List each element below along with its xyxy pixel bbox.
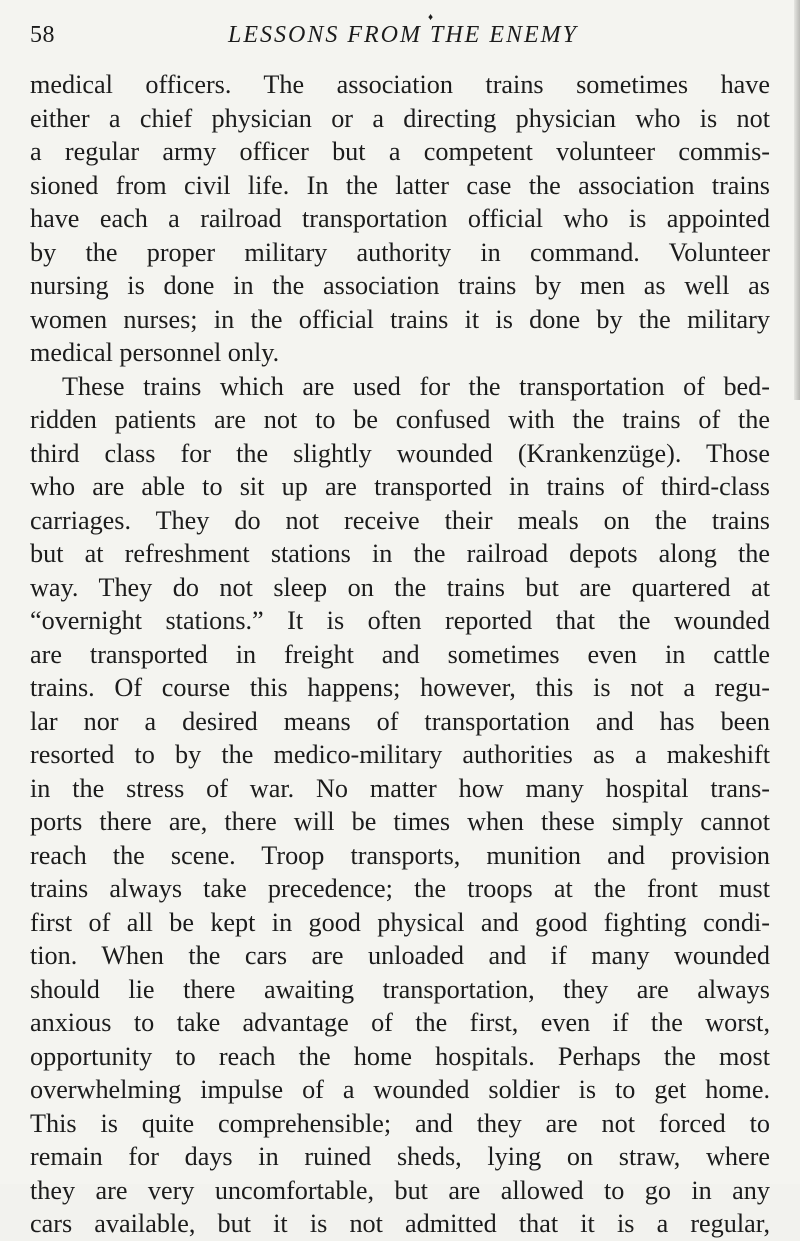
text-line: way. They do not sleep on the trains but are quartered at: [30, 572, 770, 602]
body-text: [30, 68, 770, 1241]
page-edge-shadow: [794, 0, 800, 400]
text-line: trains always take precedence; the troops at the front must: [30, 874, 770, 903]
ornament-mark: ♦: [428, 12, 434, 23]
text-line: by the proper military authority in command. Volunteer: [30, 237, 770, 267]
text-line: This is quite comprehensible; and they are not forced to: [30, 1108, 770, 1138]
text-line: tion. When the cars are unloaded and if many wounded: [30, 941, 770, 970]
text-line: “overnight stations.” It is often reported that the wounded: [30, 606, 770, 635]
text-line: resorted to by the medico-military authorities as a makeshift: [30, 740, 770, 769]
text-line: have each a railroad transportation official who is appointed: [30, 204, 770, 233]
text-line: first of all be kept in good physical and good fighting condi-: [30, 907, 770, 937]
running-head: LESSONS FROM THE ENEMY: [228, 22, 578, 48]
text-line: nursing is done in the association trains by men as well as: [30, 271, 770, 300]
text-line: opportunity to reach the home hospitals. Perhaps the most: [30, 1041, 770, 1071]
text-line: should lie there awaiting transportation, they are always: [30, 974, 770, 1004]
text-line: women nurses; in the official trains it is done by the military: [30, 304, 770, 334]
text-line: anxious to take advantage of the first, even if the worst,: [30, 1008, 770, 1037]
text-line: are transported in freight and sometimes even in cattle: [30, 639, 770, 669]
text-line: third class for the slightly wounded (Krankenzüge). Those: [30, 438, 770, 468]
text-line: These trains which are used for the transportation of bed-: [62, 371, 770, 401]
text-line: overwhelming impulse of a wounded soldier is to get home.: [30, 1075, 770, 1104]
text-line: they are very uncomfortable, but are allowed to go in any: [30, 1175, 770, 1205]
text-line: medical officers. The association trains sometimes have: [30, 70, 770, 99]
text-line: a regular army officer but a competent volunteer commis-: [30, 137, 770, 166]
text-line: reach the scene. Troop transports, munition and provision: [30, 840, 770, 870]
text-line: medical personnel only.: [30, 338, 280, 367]
page-header: [30, 12, 770, 52]
text-line: cars available, but it is not admitted that it is a regular,: [30, 1209, 770, 1238]
text-line: remain for days in ruined sheds, lying on straw, where: [30, 1142, 770, 1171]
text-line: trains. Of course this happens; however, this is not a regu-: [30, 673, 770, 702]
text-line: who are able to sit up are transported in trains of third-class: [30, 472, 770, 501]
text-line: carriages. They do not receive their meals on the trains: [30, 505, 770, 535]
text-line: in the stress of war. No matter how many hospital trans-: [30, 773, 770, 803]
text-line: ports there are, there will be times when these simply cannot: [30, 807, 770, 836]
text-line: ridden patients are not to be confused with the trains of the: [30, 405, 770, 434]
text-line: lar nor a desired means of transportation and has been: [30, 706, 770, 736]
text-line: either a chief physician or a directing physician who is not: [30, 103, 770, 133]
text-line: but at refreshment stations in the railroad depots along the: [30, 539, 770, 568]
page-number: 58: [30, 22, 55, 48]
text-line: sioned from civil life. In the latter case the association trains: [30, 170, 770, 200]
